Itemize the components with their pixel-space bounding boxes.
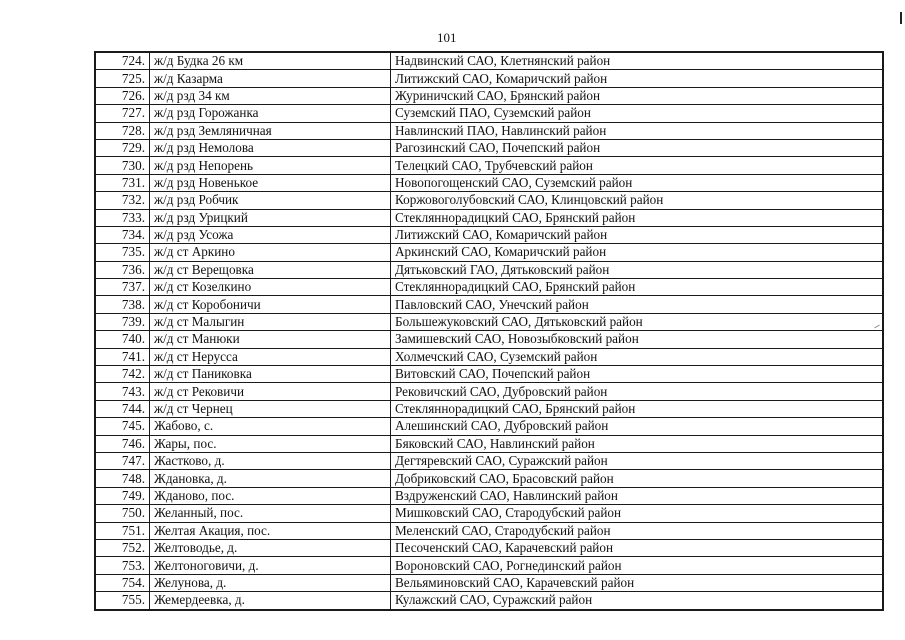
row-number: 726. — [95, 87, 150, 104]
settlement-name: ж/д рзд 34 км — [150, 87, 391, 104]
row-number: 751. — [95, 522, 150, 539]
administrative-unit: Аркинский САО, Комаричский район — [391, 244, 884, 261]
administrative-unit: Надвинский САО, Клетнянский район — [391, 52, 884, 70]
row-number: 725. — [95, 70, 150, 87]
administrative-unit: Бяковский САО, Навлинский район — [391, 435, 884, 452]
table-row — [95, 52, 883, 70]
table-row — [95, 418, 883, 435]
row-number: 733. — [95, 209, 150, 226]
table-row — [95, 522, 883, 539]
row-number: 753. — [95, 557, 150, 574]
settlement-name: ж/д Казарма — [150, 70, 391, 87]
row-number: 754. — [95, 574, 150, 591]
administrative-unit: Коржовоголубовский САО, Клинцовский район — [391, 192, 884, 209]
row-number: 741. — [95, 348, 150, 365]
table-row — [95, 383, 883, 400]
settlement-name: Желтая Акация, пос. — [150, 522, 391, 539]
table-row — [95, 70, 883, 87]
settlement-name: Жемердеевка, д. — [150, 592, 391, 610]
settlement-name: Желтоводье, д. — [150, 539, 391, 556]
table-row — [95, 296, 883, 313]
table-row — [95, 435, 883, 452]
settlement-name: ж/д ст Коробоничи — [150, 296, 391, 313]
administrative-unit: Холмечский САО, Суземский район — [391, 348, 884, 365]
table-row — [95, 209, 883, 226]
settlement-name: Желунова, д. — [150, 574, 391, 591]
settlement-name: ж/д рзд Горожанка — [150, 105, 391, 122]
table-row — [95, 105, 883, 122]
row-number: 737. — [95, 279, 150, 296]
row-number: 747. — [95, 452, 150, 469]
settlement-name: Желтоноговичи, д. — [150, 557, 391, 574]
settlement-name: Жары, пос. — [150, 435, 391, 452]
table-row — [95, 487, 883, 504]
row-number: 732. — [95, 192, 150, 209]
row-number: 740. — [95, 331, 150, 348]
table-row — [95, 244, 883, 261]
settlement-name: ж/д рзд Непорень — [150, 157, 391, 174]
settlement-name: ж/д ст Рековичи — [150, 383, 391, 400]
table-row — [95, 139, 883, 156]
settlement-name: ж/д ст Аркино — [150, 244, 391, 261]
administrative-unit: Литижский САО, Комаричский район — [391, 226, 884, 243]
table-row — [95, 87, 883, 104]
settlement-name: ж/д рзд Земляничная — [150, 122, 391, 139]
table-body — [95, 52, 883, 610]
row-number: 745. — [95, 418, 150, 435]
administrative-unit: Витовский САО, Почепский район — [391, 366, 884, 383]
settlement-name: ж/д рзд Немолова — [150, 139, 391, 156]
table-row — [95, 122, 883, 139]
row-number: 729. — [95, 139, 150, 156]
settlement-name: Жабово, с. — [150, 418, 391, 435]
row-number: 750. — [95, 505, 150, 522]
settlement-name: Желанный, пос. — [150, 505, 391, 522]
settlement-name: ж/д ст Малыгин — [150, 313, 391, 330]
settlement-name: ж/д рзд Новенькое — [150, 174, 391, 191]
administrative-unit: Добриковский САО, Брасовский район — [391, 470, 884, 487]
table-row — [95, 366, 883, 383]
settlement-name: Жданово, пос. — [150, 487, 391, 504]
table-row — [95, 174, 883, 191]
settlement-name: ж/д рзд Робчик — [150, 192, 391, 209]
settlement-name: ж/д ст Нерусса — [150, 348, 391, 365]
settlement-name: ж/д ст Верещовка — [150, 261, 391, 278]
administrative-unit: Стекляннорадицкий САО, Брянский район — [391, 279, 884, 296]
table-row — [95, 261, 883, 278]
settlement-name: ж/д ст Паниковка — [150, 366, 391, 383]
row-number: 748. — [95, 470, 150, 487]
administrative-unit: Алешинский САО, Дубровский район — [391, 418, 884, 435]
table-row — [95, 539, 883, 556]
administrative-unit: Телецкий САО, Трубчевский район — [391, 157, 884, 174]
table-row — [95, 279, 883, 296]
settlements-table — [94, 51, 884, 611]
row-number: 730. — [95, 157, 150, 174]
administrative-unit: Вельяминовский САО, Карачевский район — [391, 574, 884, 591]
administrative-unit: Павловский САО, Унечский район — [391, 296, 884, 313]
row-number: 728. — [95, 122, 150, 139]
table-row — [95, 400, 883, 417]
settlement-name: ж/д рзд Урицкий — [150, 209, 391, 226]
administrative-unit: Большежуковский САО, Дятьковский район — [391, 313, 884, 330]
administrative-unit: Стекляннорадицкий САО, Брянский район — [391, 400, 884, 417]
settlement-name: ж/д ст Чернец — [150, 400, 391, 417]
table-row — [95, 157, 883, 174]
settlement-name: ж/д Будка 26 км — [150, 52, 391, 70]
table-row — [95, 331, 883, 348]
table-row — [95, 313, 883, 330]
administrative-unit: Навлинский ПАО, Навлинский район — [391, 122, 884, 139]
row-number: 724. — [95, 52, 150, 70]
administrative-unit: Дегтяревский САО, Суражский район — [391, 452, 884, 469]
administrative-unit: Рагозинский САО, Почепский район — [391, 139, 884, 156]
table-row — [95, 557, 883, 574]
administrative-unit: Мишковский САО, Стародубский район — [391, 505, 884, 522]
administrative-unit: Вороновский САО, Рогнединский район — [391, 557, 884, 574]
row-number: 731. — [95, 174, 150, 191]
row-number: 736. — [95, 261, 150, 278]
administrative-unit: Стекляннорадицкий САО, Брянский район — [391, 209, 884, 226]
administrative-unit: Кулажский САО, Суражский район — [391, 592, 884, 610]
administrative-unit: Суземский ПАО, Суземский район — [391, 105, 884, 122]
row-number: 742. — [95, 366, 150, 383]
table-row — [95, 192, 883, 209]
row-number: 746. — [95, 435, 150, 452]
row-number: 727. — [95, 105, 150, 122]
table-row — [95, 574, 883, 591]
row-number: 744. — [95, 400, 150, 417]
settlement-name: ж/д рзд Усожа — [150, 226, 391, 243]
administrative-unit: Журиничский САО, Брянский район — [391, 87, 884, 104]
table-row — [95, 348, 883, 365]
table-row — [95, 592, 883, 610]
page-number: 101 — [437, 30, 457, 45]
row-number: 735. — [95, 244, 150, 261]
row-number: 734. — [95, 226, 150, 243]
administrative-unit: Новопогощенский САО, Суземский район — [391, 174, 884, 191]
row-number: 743. — [95, 383, 150, 400]
administrative-unit: Вздруженский САО, Навлинский район — [391, 487, 884, 504]
row-number: 738. — [95, 296, 150, 313]
settlement-name: Ждановка, д. — [150, 470, 391, 487]
administrative-unit: Литижский САО, Комаричский район — [391, 70, 884, 87]
settlement-name: ж/д ст Манюки — [150, 331, 391, 348]
settlement-name: Жастково, д. — [150, 452, 391, 469]
administrative-unit: Рековичский САО, Дубровский район — [391, 383, 884, 400]
row-number: 755. — [95, 592, 150, 610]
row-number: 739. — [95, 313, 150, 330]
administrative-unit: Меленский САО, Стародубский район — [391, 522, 884, 539]
settlement-name: ж/д ст Козелкино — [150, 279, 391, 296]
administrative-unit: Замишевский САО, Новозыбковский район — [391, 331, 884, 348]
row-number: 749. — [95, 487, 150, 504]
scan-edge-mark — [900, 12, 902, 24]
table-row — [95, 452, 883, 469]
administrative-unit: Песоченский САО, Карачевский район — [391, 539, 884, 556]
table-row — [95, 505, 883, 522]
table-row — [95, 226, 883, 243]
row-number: 752. — [95, 539, 150, 556]
table-row — [95, 470, 883, 487]
administrative-unit: Дятьковский ГАО, Дятьковский район — [391, 261, 884, 278]
